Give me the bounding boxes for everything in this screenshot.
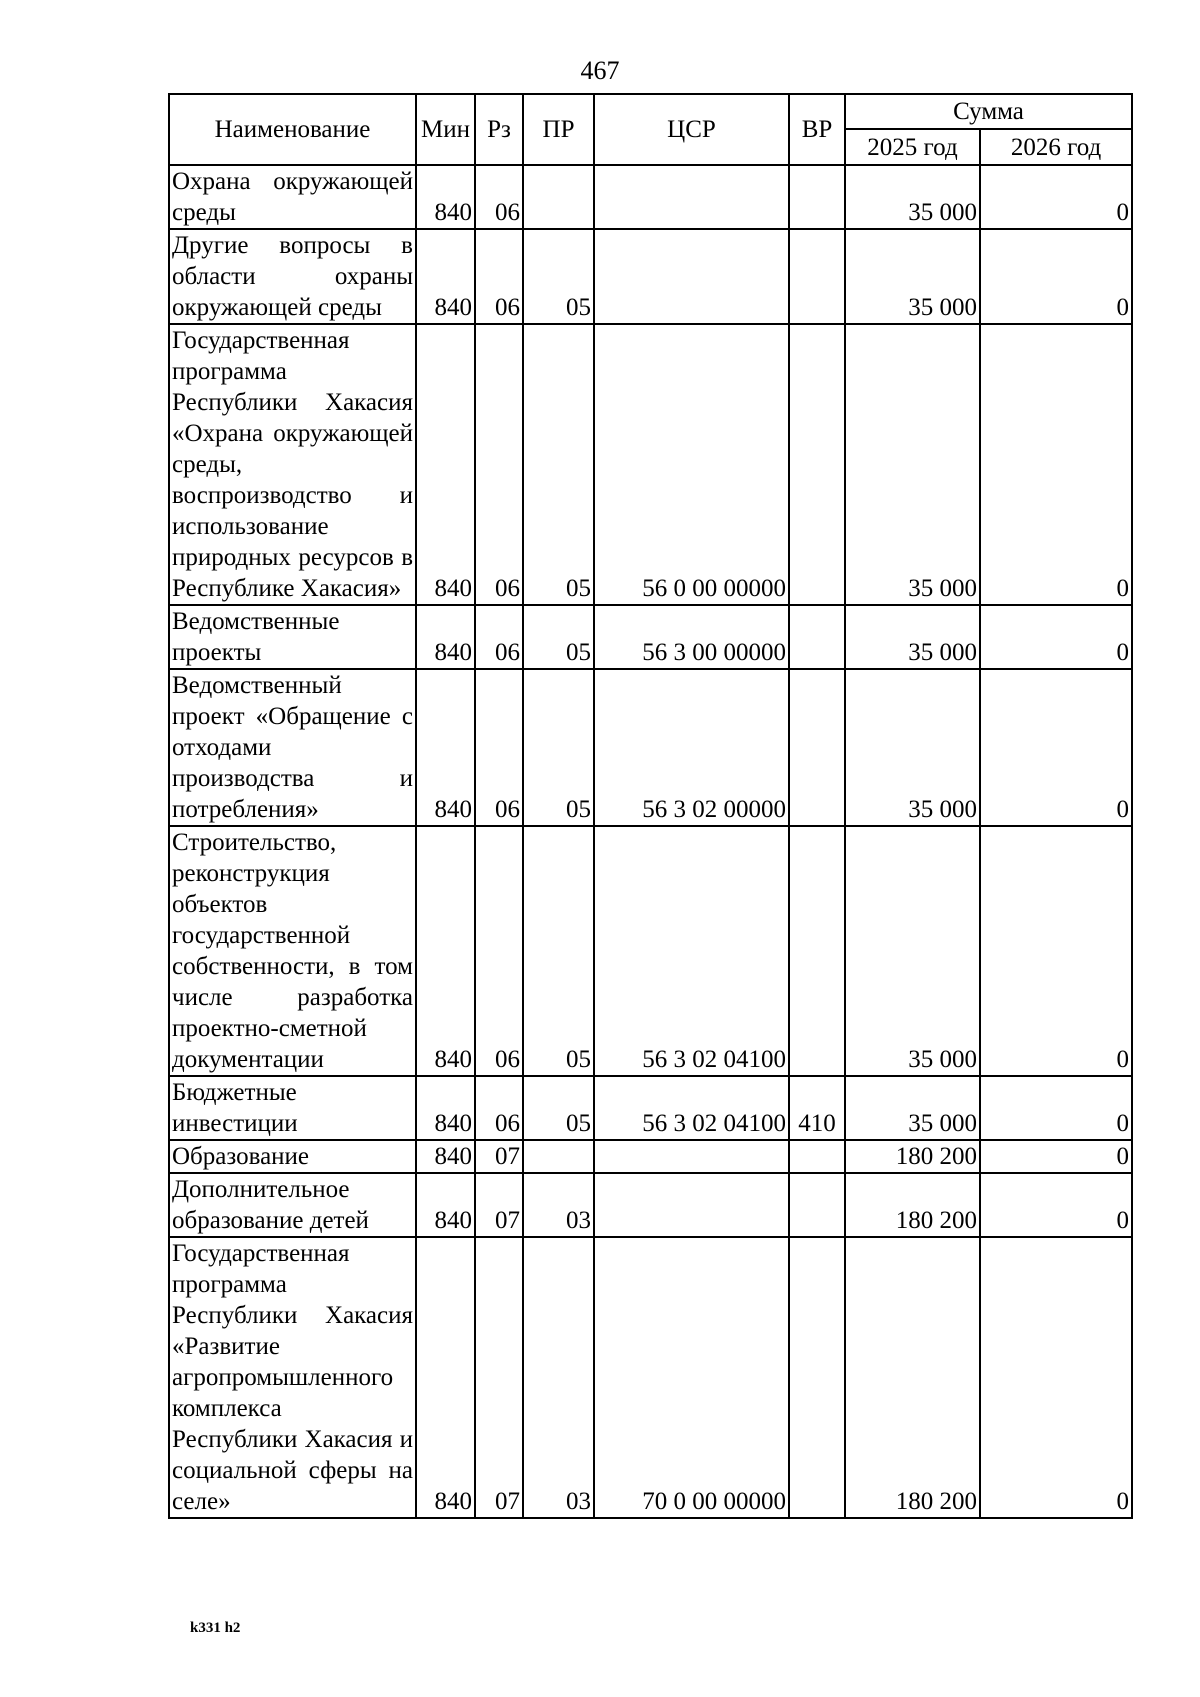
row-pr [523,1140,594,1173]
row-vr [789,1237,845,1518]
row-rz: 06 [475,165,523,229]
row-vr [789,826,845,1076]
page-number: 467 [580,56,620,85]
row-pr: 05 [523,324,594,605]
row-name: Ведомственный проект «Обращение с отходами производства и потребления» [169,669,416,826]
table-row [169,1140,1132,1173]
row-2026: 0 [980,1173,1132,1237]
row-2025: 180 200 [845,1173,980,1237]
row-2025: 35 000 [845,669,980,826]
row-name: Охрана окружающей среды [169,165,416,229]
row-rz: 07 [475,1237,523,1518]
row-2025: 35 000 [845,165,980,229]
table-row [169,1237,1132,1518]
header-2025: 2025 год [845,129,980,165]
header-sum: Сумма [845,94,1132,129]
row-2026: 0 [980,826,1132,1076]
row-vr [789,1140,845,1173]
row-name: Государственная программа Республики Хакасия «Охрана окружающей среды, воспроизводство и использование природных ресурсов в Республике Хакасия» [169,324,416,605]
row-2026: 0 [980,669,1132,826]
header-rz: Рз [475,94,523,165]
table-row [169,1076,1132,1140]
row-pr: 05 [523,605,594,669]
row-csr [594,1173,789,1237]
document-code: k331 h2 [190,1620,241,1636]
row-csr: 56 0 00 00000 [594,324,789,605]
row-min: 840 [416,1076,475,1140]
table-body [169,165,1132,1518]
row-pr: 03 [523,1173,594,1237]
row-min: 840 [416,669,475,826]
row-pr: 05 [523,1076,594,1140]
row-pr [523,165,594,229]
row-2025: 35 000 [845,1076,980,1140]
row-min: 840 [416,229,475,324]
row-rz: 06 [475,826,523,1076]
row-2025: 35 000 [845,324,980,605]
row-2026: 0 [980,1140,1132,1173]
row-csr: 56 3 02 00000 [594,669,789,826]
row-vr [789,605,845,669]
row-min: 840 [416,605,475,669]
table-row [169,826,1132,1076]
table-row [169,229,1132,324]
row-2025: 35 000 [845,826,980,1076]
row-min: 840 [416,1173,475,1237]
row-csr: 56 3 02 04100 [594,1076,789,1140]
table-row [169,165,1132,229]
row-2025: 180 200 [845,1237,980,1518]
row-pr: 05 [523,826,594,1076]
row-rz: 06 [475,324,523,605]
row-vr: 410 [789,1076,845,1140]
row-2025: 35 000 [845,229,980,324]
row-2026: 0 [980,165,1132,229]
row-min: 840 [416,1237,475,1518]
table-row [169,324,1132,605]
row-name: Ведомственные проекты [169,605,416,669]
row-name: Бюджетные инвестиции [169,1076,416,1140]
row-csr: 70 0 00 00000 [594,1237,789,1518]
row-2025: 180 200 [845,1140,980,1173]
row-csr [594,165,789,229]
row-2026: 0 [980,1237,1132,1518]
row-vr [789,1173,845,1237]
row-2026: 0 [980,1076,1132,1140]
row-rz: 06 [475,669,523,826]
row-min: 840 [416,1140,475,1173]
header-pr: ПР [523,94,594,165]
row-name: Образование [169,1140,416,1173]
table-row [169,605,1132,669]
row-rz: 06 [475,1076,523,1140]
row-csr: 56 3 00 00000 [594,605,789,669]
row-pr: 03 [523,1237,594,1518]
row-name: Другие вопросы в области охраны окружающей среды [169,229,416,324]
header-csr: ЦСР [594,94,789,165]
row-vr [789,324,845,605]
row-2026: 0 [980,605,1132,669]
row-csr [594,1140,789,1173]
row-name: Строительство, реконструкция объектов государственной собственности, в том числе разработка проектно-сметной документации [169,826,416,1076]
table-row [169,669,1132,826]
row-name: Государственная программа Республики Хакасия «Развитие агропромышленного комплекса Республики Хакасия и социальной сферы на селе» [169,1237,416,1518]
row-min: 840 [416,165,475,229]
row-2026: 0 [980,229,1132,324]
row-vr [789,229,845,324]
row-vr [789,165,845,229]
row-rz: 06 [475,229,523,324]
row-rz: 07 [475,1173,523,1237]
row-name: Дополнительное образование детей [169,1173,416,1237]
row-2025: 35 000 [845,605,980,669]
row-pr: 05 [523,669,594,826]
header-name: Наименование [169,94,416,165]
row-rz: 06 [475,605,523,669]
row-csr [594,229,789,324]
table-row [169,1173,1132,1237]
header-vr: ВР [789,94,845,165]
row-vr [789,669,845,826]
header-min: Мин [416,94,475,165]
header-2026: 2026 год [980,129,1132,165]
row-csr: 56 3 02 04100 [594,826,789,1076]
row-min: 840 [416,826,475,1076]
row-min: 840 [416,324,475,605]
budget-table [168,93,1133,1519]
row-rz: 07 [475,1140,523,1173]
row-2026: 0 [980,324,1132,605]
row-pr: 05 [523,229,594,324]
